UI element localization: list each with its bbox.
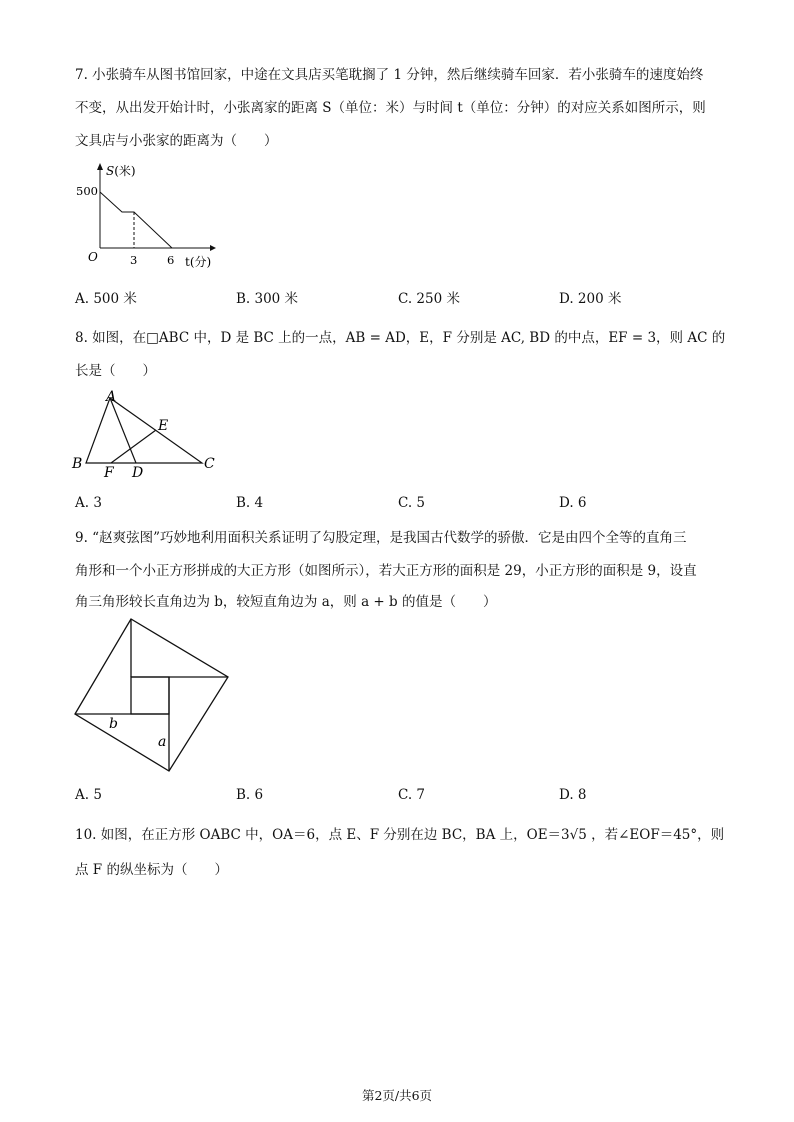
triangle-abc: [86, 398, 202, 463]
label-b: B: [72, 456, 83, 472]
origin-label: O: [88, 250, 98, 264]
y-axis-label: S(米): [106, 164, 136, 178]
label-a: A: [106, 389, 117, 405]
q9-zhao-shuang-diagram: [70, 615, 235, 775]
q9-option-d[interactable]: D. 8: [559, 787, 587, 803]
q8-line-2: 长是（ ）: [75, 363, 156, 379]
q9-line-2: 角形和一个小正方形拼成的大正方形（如图所示），若大正方形的面积是 29，小正方形的面积是 9，设直: [75, 563, 697, 579]
q7-option-d[interactable]: D. 200 米: [559, 291, 622, 307]
q8-option-b[interactable]: B. 4: [236, 495, 264, 511]
q9-line-1: 9. “赵爽弦图”巧妙地利用面积关系证明了勾股定理，是我国古代数学的骄傲．它是由四个全等的直角三: [75, 530, 687, 546]
x-tick-6: 6: [167, 253, 175, 267]
q8-triangle-figure: [66, 386, 226, 481]
distance-polyline: [100, 192, 172, 248]
q9-option-c[interactable]: C. 7: [398, 787, 426, 803]
q9-option-a[interactable]: A. 5: [75, 787, 102, 803]
q7-line-2: 不变，从出发开始计时，小张离家的距离 S（单位：米）与时间 t（单位：分钟）的对应关系如图所示，则: [75, 100, 706, 116]
page-footer: 第2页/共6页: [361, 1088, 433, 1103]
label-c: C: [204, 456, 215, 472]
q10-line-2: 点 F 的纵坐标为（ ）: [75, 862, 228, 878]
q7-option-c[interactable]: C. 250 米: [398, 291, 460, 307]
q7-distance-time-graph: [70, 160, 220, 275]
y-tick-500: 500: [76, 184, 98, 198]
y-axis-arrow-icon: [97, 163, 103, 170]
q9-option-b[interactable]: B. 6: [236, 787, 264, 803]
x-axis-label: t(分): [185, 255, 212, 269]
x-axis-arrow-icon: [210, 245, 216, 251]
label-b: b: [109, 716, 118, 732]
q8-line-1: 8. 如图，在□ABC 中，D 是 BC 上的一点，AB = AD，E，F 分别是 AC, BD 的中点，EF = 3，则 AC 的: [75, 330, 726, 346]
q7-line-3: 文具店与小张家的距离为（ ）: [75, 133, 278, 149]
q7-option-b[interactable]: B. 300 米: [236, 291, 299, 307]
q8-option-d[interactable]: D. 6: [559, 495, 587, 511]
q7-line-1: 7. 小张骑车从图书馆回家，中途在文具店买笔耽搁了 1 分钟，然后继续骑车回家．若小张骑车的速度始终: [75, 67, 704, 83]
label-f: F: [104, 465, 114, 481]
q8-option-a[interactable]: A. 3: [75, 495, 102, 511]
inner-square: [131, 677, 169, 714]
q7-option-a[interactable]: A. 500 米: [75, 291, 137, 307]
x-tick-3: 3: [130, 253, 138, 267]
q8-option-c[interactable]: C. 5: [398, 495, 426, 511]
label-e: E: [158, 418, 169, 434]
q10-line-1: 10. 如图，在正方形 OABC 中，OA＝6，点 E、F 分别在边 BC，BA 上，OE＝3√5 ，若∠EOF＝45°，则: [75, 827, 725, 843]
label-a: a: [158, 734, 167, 750]
outer-square: [75, 619, 228, 771]
q9-line-3: 角三角形较长直角边为 b，较短直角边为 a，则 a + b 的值是（ ）: [75, 594, 497, 610]
label-d: D: [132, 465, 144, 481]
